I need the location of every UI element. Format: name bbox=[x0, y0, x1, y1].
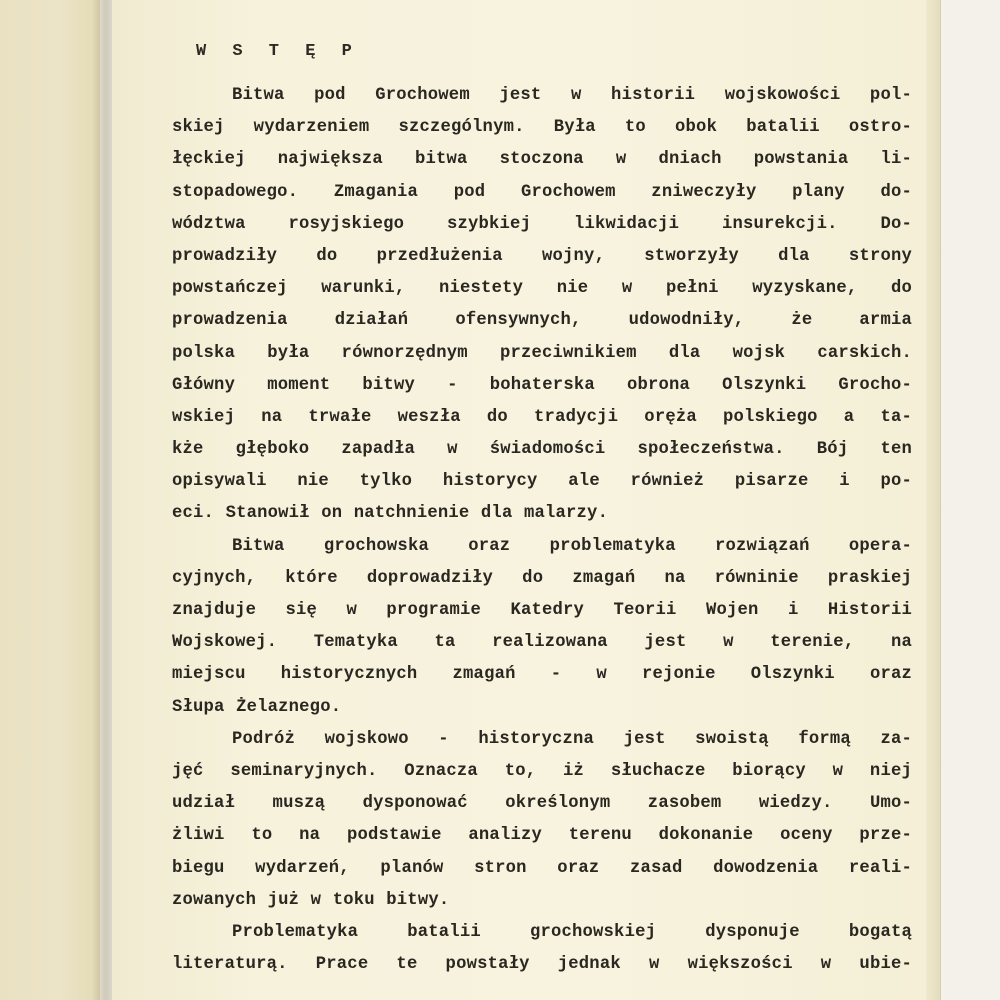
document-body bbox=[172, 80, 912, 981]
paragraph-1 bbox=[172, 80, 912, 531]
text-line: prowadzenia działań ofensywnych, udowodniły, że armia bbox=[172, 311, 912, 331]
text-line: Główny moment bitwy - bohaterska obrona Olszynki Grocho- bbox=[172, 375, 912, 395]
text-line: Słupa Żelaznego. bbox=[172, 697, 342, 717]
text-line: wództwa rosyjskiego szybkiej likwidacji insurekcji. Do- bbox=[172, 214, 912, 234]
text-line: biegu wydarzeń, planów stron oraz zasad dowodzenia reali- bbox=[172, 858, 912, 878]
text-line: literaturą. Prace te powstały jednak w większości w ubie- bbox=[172, 955, 912, 975]
previous-page-edge bbox=[0, 0, 100, 1000]
text-line: opisywali nie tylko historycy ale również pisarze i po- bbox=[172, 472, 912, 492]
text-line: łęckiej największa bitwa stoczona w dniach powstania li- bbox=[172, 150, 912, 170]
text-line: udział muszą dysponować określonym zasobem wiedzy. Umo- bbox=[172, 794, 912, 814]
page-right-edge bbox=[926, 0, 941, 1000]
text-line: powstańczej warunki, niestety nie w pełni wyzyskane, do bbox=[172, 279, 912, 299]
text-line: Bitwa grochowska oraz problematyka rozwiązań opera- bbox=[232, 536, 912, 556]
text-line: Bitwa pod Grochowem jest w historii wojskowości pol- bbox=[232, 86, 912, 105]
text-line: znajduje się w programie Katedry Teorii Wojen i Historii bbox=[172, 601, 912, 620]
text-line: cyjnych, które doprowadziły do zmagań na równinie praskiej bbox=[172, 568, 912, 588]
paragraph-2 bbox=[172, 531, 912, 724]
paragraph-4 bbox=[172, 917, 912, 981]
text-line: kże głęboko zapadła w świadomości społeczeństwa. Bój ten bbox=[172, 440, 912, 460]
text-line: eci. Stanowił on natchnienie dla malarzy. bbox=[172, 504, 609, 524]
text-line: Problematyka batalii grochowskiej dysponuje bogatą bbox=[232, 922, 912, 942]
text-line: zowanych już w toku bitwy. bbox=[172, 890, 450, 910]
text-line: prowadziły do przedłużenia wojny, stworzyły dla strony bbox=[172, 246, 912, 266]
text-line: stopadowego. Zmagania pod Grochowem zniweczyły plany do- bbox=[172, 182, 912, 202]
paragraph-3 bbox=[172, 724, 912, 917]
text-line: miejscu historycznych zmagań - w rejonie Olszynki oraz bbox=[172, 665, 912, 685]
text-line: żliwi to na podstawie analizy terenu dokonanie oceny prze- bbox=[172, 826, 912, 846]
text-line: Podróż wojskowo - historyczna jest swoistą formą za- bbox=[232, 729, 912, 749]
text-line: Wojskowej. Tematyka ta realizowana jest w terenie, na bbox=[172, 633, 912, 653]
text-line: polska była równorzędnym przeciwnikiem dla wojsk carskich. bbox=[172, 343, 912, 363]
text-line: wskiej na trwałe weszła do tradycji oręża polskiego a ta- bbox=[172, 407, 912, 427]
document-heading: W S T Ę P bbox=[196, 42, 360, 61]
text-line: jęć seminaryjnych. Oznacza to, iż słuchacze biorący w niej bbox=[172, 761, 912, 781]
text-line: skiej wydarzeniem szczególnym. Była to obok batalii ostro- bbox=[172, 118, 912, 138]
